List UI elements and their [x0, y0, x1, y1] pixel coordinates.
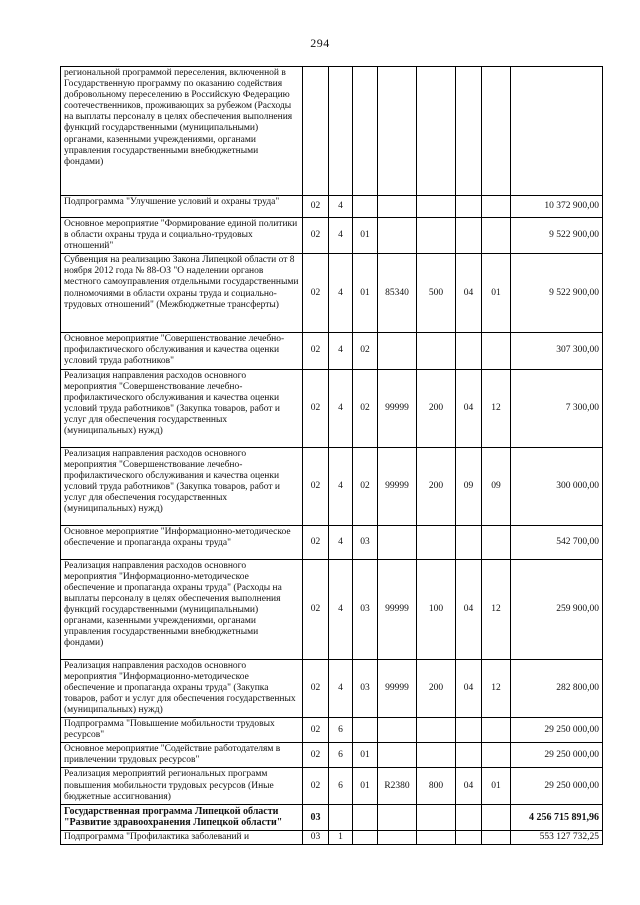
cell-chapter-code — [456, 218, 482, 254]
cell-amount: 553 127 732,25 — [511, 830, 603, 844]
cell-type-code — [417, 525, 456, 559]
cell-subprogram-code: 4 — [329, 659, 353, 717]
cell-type-code — [417, 67, 456, 196]
cell-subprogram-code — [329, 67, 353, 196]
cell-expense-code — [378, 525, 417, 559]
cell-activity-code: 01 — [353, 254, 378, 333]
cell-subprogram-code: 6 — [329, 743, 353, 768]
cell-subsection-code — [482, 718, 511, 743]
cell-expense-code — [378, 718, 417, 743]
cell-subprogram-code: 4 — [329, 333, 353, 369]
cell-subsection-code: 12 — [482, 659, 511, 717]
table-row — [61, 659, 603, 717]
cell-section-code: 02 — [303, 768, 329, 804]
cell-section-code: 03 — [303, 804, 329, 830]
cell-expense-code: 99999 — [378, 369, 417, 447]
cell-chapter-code: 09 — [456, 447, 482, 525]
cell-section-code: 02 — [303, 718, 329, 743]
cell-chapter-code: 04 — [456, 254, 482, 333]
table-row — [61, 447, 603, 525]
cell-amount: 300 000,00 — [511, 447, 603, 525]
table-row — [61, 525, 603, 559]
cell-chapter-code — [456, 743, 482, 768]
cell-type-code — [417, 333, 456, 369]
cell-item-name: Реализация направления расходов основного мероприятия "Совершенствование лечебно-профилактического обслуживания и качества оценки условий труда работников" (Закупка товаров, работ и услуг для обеспечения государственных (муниципальных) нужд) — [61, 369, 303, 447]
cell-item-name: Государственная программа Липецкой области "Развитие здравоохранения Липецкой области" — [61, 804, 303, 830]
cell-amount: 9 522 900,00 — [511, 218, 603, 254]
cell-activity-code — [353, 804, 378, 830]
cell-section-code: 02 — [303, 254, 329, 333]
cell-amount: 29 250 000,00 — [511, 718, 603, 743]
cell-chapter-code — [456, 830, 482, 844]
cell-amount: 542 700,00 — [511, 525, 603, 559]
cell-expense-code — [378, 67, 417, 196]
cell-subsection-code: 12 — [482, 559, 511, 659]
table-row — [61, 559, 603, 659]
cell-subsection-code — [482, 196, 511, 218]
cell-activity-code: 03 — [353, 559, 378, 659]
cell-type-code — [417, 743, 456, 768]
cell-section-code: 02 — [303, 659, 329, 717]
cell-section-code: 02 — [303, 369, 329, 447]
cell-section-code: 02 — [303, 196, 329, 218]
cell-activity-code: 01 — [353, 743, 378, 768]
cell-section-code: 02 — [303, 559, 329, 659]
cell-subsection-code — [482, 333, 511, 369]
cell-subprogram-code: 4 — [329, 559, 353, 659]
cell-item-name: Подпрограмма "Улучшение условий и охраны труда" — [61, 196, 303, 218]
cell-type-code — [417, 196, 456, 218]
cell-item-name: Основное мероприятие "Формирование единой политики в области охраны труда и социально-трудовых отношений" — [61, 218, 303, 254]
cell-section-code: 02 — [303, 447, 329, 525]
cell-chapter-code — [456, 718, 482, 743]
cell-type-code — [417, 218, 456, 254]
cell-item-name: региональной программой переселения, включенной в Государственную программу по оказанию содействия добровольному переселению в Российскую Федерацию соотечественников, проживающих за рубежом (Расходы на выплаты персоналу в целях обеспечения выполнения функций государственными (муниципальными) органами, казенными учреждениями, органами управления государственными внебюджетными фондами) — [61, 67, 303, 196]
cell-item-name: Основное мероприятие "Содействие работодателям в привлечении трудовых ресурсов" — [61, 743, 303, 768]
cell-activity-code: 03 — [353, 525, 378, 559]
cell-subsection-code — [482, 218, 511, 254]
table-row — [61, 743, 603, 768]
page-number: 294 — [310, 36, 330, 50]
cell-chapter-code — [456, 67, 482, 196]
cell-item-name: Подпрограмма "Повышение мобильности трудовых ресурсов" — [61, 718, 303, 743]
cell-type-code: 200 — [417, 659, 456, 717]
cell-expense-code: 99999 — [378, 659, 417, 717]
cell-amount: 307 300,00 — [511, 333, 603, 369]
table-row — [61, 718, 603, 743]
cell-expense-code — [378, 218, 417, 254]
cell-subsection-code — [482, 525, 511, 559]
cell-expense-code — [378, 743, 417, 768]
cell-expense-code — [378, 804, 417, 830]
cell-expense-code: 99999 — [378, 447, 417, 525]
cell-expense-code — [378, 333, 417, 369]
cell-item-name: Субвенция на реализацию Закона Липецкой области от 8 ноября 2012 года № 88-ОЗ "О наделении органов местного самоуправления отдельными государственными полномочиями в области охраны труда и социально-трудовых отношений" (Межбюджетные трансферты) — [61, 254, 303, 333]
cell-item-name: Реализация направления расходов основного мероприятия "Информационно-методическое обеспечение и пропаганда охраны труда" (Расходы на выплаты персоналу в целях обеспечения выполнения функций государственными (муниципальными) органами, казенными учреждениями, органами управления государственными внебюджетными фондами) — [61, 559, 303, 659]
cell-amount — [511, 67, 603, 196]
table-row — [61, 196, 603, 218]
table-row — [61, 333, 603, 369]
cell-activity-code: 01 — [353, 218, 378, 254]
cell-section-code — [303, 67, 329, 196]
cell-subsection-code — [482, 804, 511, 830]
cell-chapter-code — [456, 196, 482, 218]
cell-subprogram-code: 1 — [329, 830, 353, 844]
cell-subsection-code: 01 — [482, 254, 511, 333]
cell-type-code: 100 — [417, 559, 456, 659]
cell-amount: 7 300,00 — [511, 369, 603, 447]
cell-subprogram-code: 4 — [329, 196, 353, 218]
cell-expense-code: 99999 — [378, 559, 417, 659]
cell-chapter-code — [456, 525, 482, 559]
cell-subprogram-code: 6 — [329, 768, 353, 804]
table-row — [61, 768, 603, 804]
table-row — [61, 830, 603, 844]
cell-section-code: 02 — [303, 218, 329, 254]
cell-amount: 29 250 000,00 — [511, 743, 603, 768]
cell-section-code: 03 — [303, 830, 329, 844]
cell-subprogram-code: 6 — [329, 718, 353, 743]
cell-activity-code: 02 — [353, 447, 378, 525]
cell-subprogram-code: 4 — [329, 254, 353, 333]
cell-amount: 9 522 900,00 — [511, 254, 603, 333]
cell-subsection-code — [482, 830, 511, 844]
cell-subsection-code — [482, 743, 511, 768]
cell-activity-code: 02 — [353, 369, 378, 447]
cell-item-name: Реализация мероприятий региональных программ повышения мобильности трудовых ресурсов (Иные бюджетные ассигнования) — [61, 768, 303, 804]
cell-chapter-code: 04 — [456, 768, 482, 804]
cell-amount: 259 900,00 — [511, 559, 603, 659]
cell-type-code: 500 — [417, 254, 456, 333]
cell-amount: 4 256 715 891,96 — [511, 804, 603, 830]
cell-item-name: Реализация направления расходов основного мероприятия "Информационно-методическое обеспечение и пропаганда охраны труда" (Закупка товаров, работ и услуг для обеспечения государственных (муниципальных) нужд) — [61, 659, 303, 717]
cell-activity-code — [353, 830, 378, 844]
cell-activity-code — [353, 67, 378, 196]
table-row — [61, 218, 603, 254]
cell-activity-code — [353, 196, 378, 218]
cell-section-code: 02 — [303, 333, 329, 369]
cell-activity-code: 02 — [353, 333, 378, 369]
cell-type-code — [417, 718, 456, 743]
cell-amount: 282 800,00 — [511, 659, 603, 717]
cell-subsection-code: 12 — [482, 369, 511, 447]
cell-chapter-code — [456, 804, 482, 830]
cell-subsection-code — [482, 67, 511, 196]
cell-type-code: 200 — [417, 447, 456, 525]
cell-expense-code — [378, 196, 417, 218]
table-row — [61, 254, 603, 333]
cell-subprogram-code: 4 — [329, 525, 353, 559]
cell-amount: 10 372 900,00 — [511, 196, 603, 218]
cell-chapter-code: 04 — [456, 559, 482, 659]
cell-item-name: Реализация направления расходов основного мероприятия "Совершенствование лечебно-профилактического обслуживания и качества оценки условий труда работников" (Закупка товаров, работ и услуг для обеспечения государственных (муниципальных) нужд) — [61, 447, 303, 525]
cell-type-code: 200 — [417, 369, 456, 447]
cell-subsection-code: 09 — [482, 447, 511, 525]
cell-section-code: 02 — [303, 743, 329, 768]
cell-expense-code: R2380 — [378, 768, 417, 804]
cell-type-code — [417, 830, 456, 844]
cell-item-name: Основное мероприятие "Совершенствование лечебно-профилактического обслуживания и качества оценки условий труда работников" — [61, 333, 303, 369]
cell-activity-code: 03 — [353, 659, 378, 717]
cell-item-name: Основное мероприятие "Информационно-методическое обеспечение и пропаганда охраны труда" — [61, 525, 303, 559]
cell-type-code — [417, 804, 456, 830]
cell-type-code: 800 — [417, 768, 456, 804]
cell-subprogram-code: 4 — [329, 447, 353, 525]
cell-activity-code: 01 — [353, 768, 378, 804]
cell-section-code: 02 — [303, 525, 329, 559]
cell-activity-code — [353, 718, 378, 743]
cell-subprogram-code: 4 — [329, 369, 353, 447]
cell-chapter-code — [456, 333, 482, 369]
table-row — [61, 67, 603, 196]
table-row — [61, 804, 603, 830]
cell-item-name: Подпрограмма "Профилактика заболеваний и — [61, 830, 303, 844]
cell-subsection-code: 01 — [482, 768, 511, 804]
cell-expense-code: 85340 — [378, 254, 417, 333]
budget-table — [60, 66, 603, 845]
cell-subprogram-code — [329, 804, 353, 830]
cell-chapter-code: 04 — [456, 369, 482, 447]
cell-expense-code — [378, 830, 417, 844]
cell-amount: 29 250 000,00 — [511, 768, 603, 804]
cell-chapter-code: 04 — [456, 659, 482, 717]
table-row — [61, 369, 603, 447]
cell-subprogram-code: 4 — [329, 218, 353, 254]
